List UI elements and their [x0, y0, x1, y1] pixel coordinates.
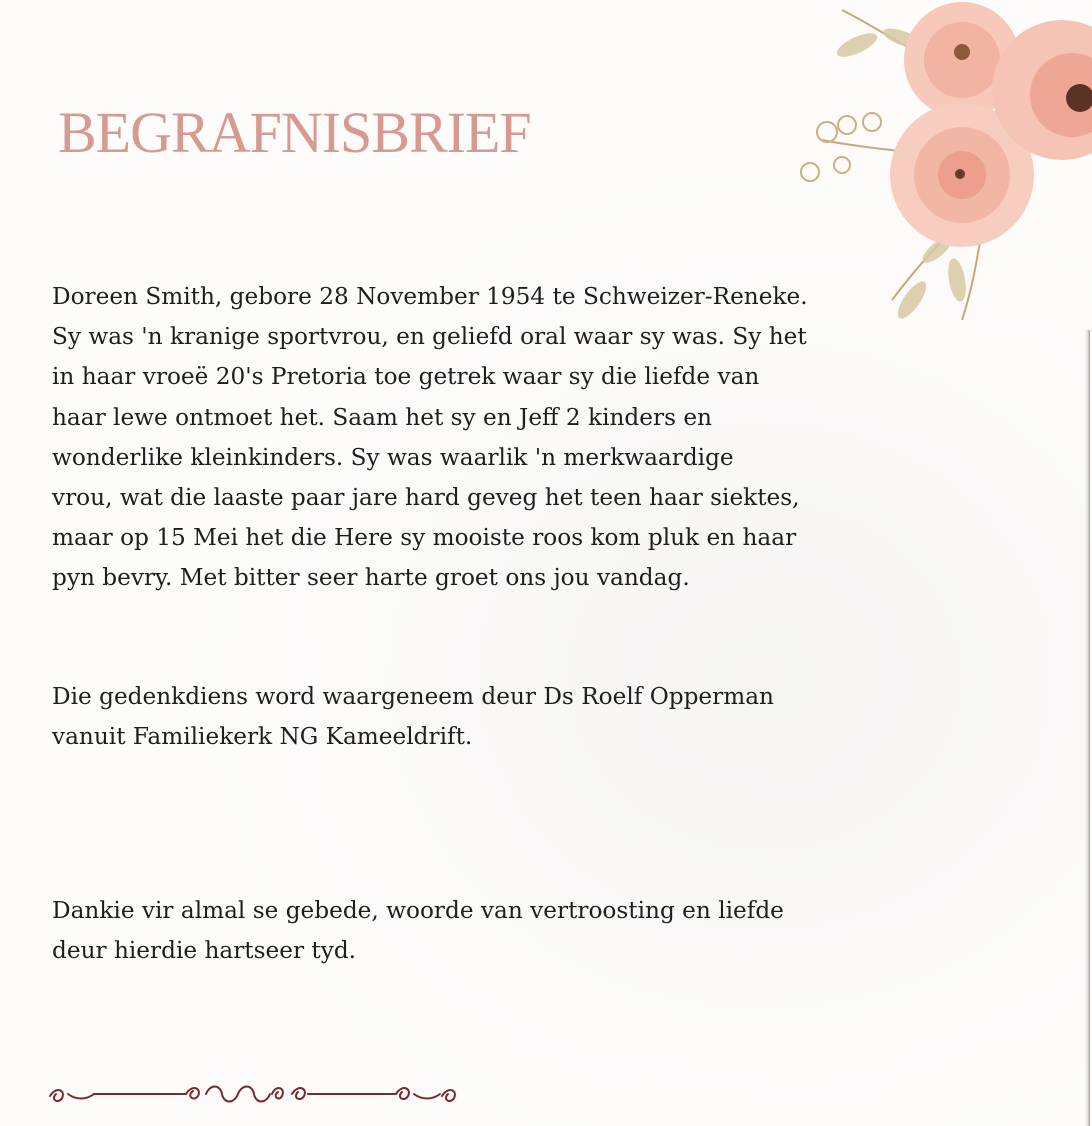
page-edge-shadow [1084, 330, 1090, 1126]
biography-paragraph: Doreen Smith, gebore 28 November 1954 te Schweizer-Reneke. Sy was 'n kranige sportvrou, en geliefd oral waar sy was. Sy het in haar vroeë 20's Pretoria toe getrek waar sy die liefde van haar lewe ontmoet het. Saam het sy en Jeff 2 kinders en wonderlike kleinkinders. Sy was waarlik 'n merkwaardige vrou, wat die laaste paar jare hard geveg het teen haar siektes, maar op 15 Mei het die Here sy mooiste roos kom pluk en haar pyn bevry. Met bitter seer harte groet ons jou vandag. [52, 283, 808, 592]
scroll-ornament-icon [46, 1078, 466, 1108]
thanks-paragraph: Dankie vir almal se gebede, woorde van vertroosting en liefde deur hierdie hartseer tyd. [52, 897, 784, 965]
page-title: BEGRAFNISBRIEF [58, 100, 531, 165]
service-paragraph: Die gedenkdiens word waargeneem deur Ds Roelf Opperman vanuit Familiekerk NG Kameeldrift. [52, 683, 774, 751]
